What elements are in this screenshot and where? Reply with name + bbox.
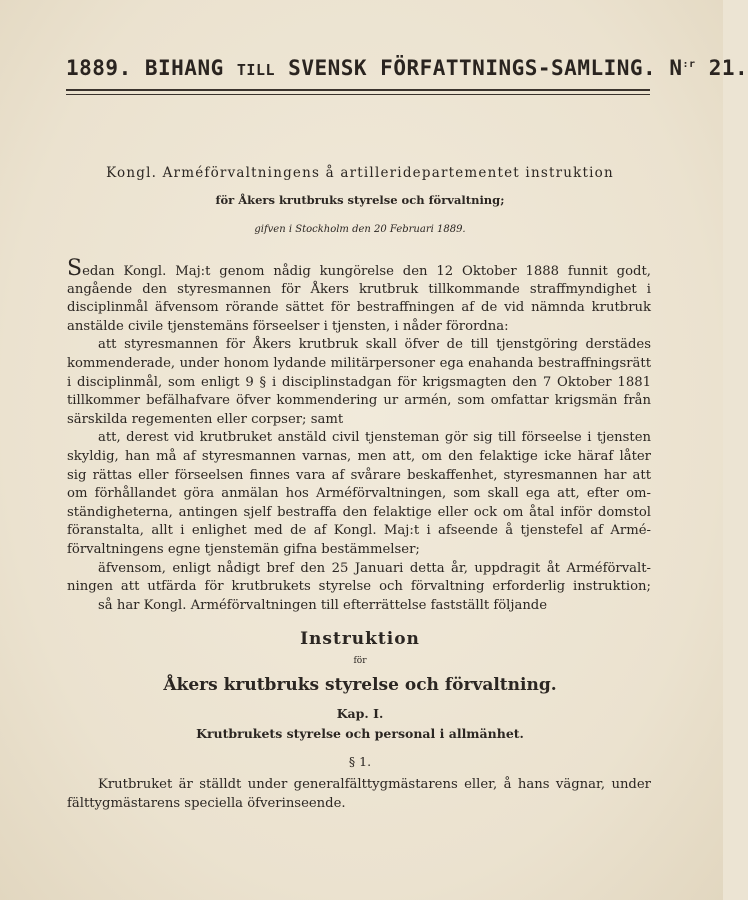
text-line: äfvensom, enligt nådigt bref den 25 Januari detta år, uppdragit åt Arméförvalt-	[98, 560, 651, 576]
text-line: angående den styresmannen för Åkers krutbruk tillkommande straffmyndighet i	[67, 281, 651, 297]
preamble-text	[67, 256, 651, 615]
text-line: fälttygmästarens speciella öfverinseende.	[67, 795, 346, 811]
header-title: SVENSK FÖRFATTNINGS-SAMLING.	[288, 56, 657, 80]
document-date-line: gifven i Stockholm den 20 Februari 1889.	[254, 224, 466, 235]
text-line: i disciplinmål, som enligt 9 § i disciplinstadgan för krigsmagten den 7 Oktober 1881	[67, 374, 651, 390]
paragraph-text	[67, 776, 651, 813]
chapter-heading: Kap. I.	[336, 706, 384, 721]
text-line: ningen att utfärda för krutbrukets styrelse och förvaltning erforderlig instruktion;	[67, 579, 651, 595]
text-line: kommenderade, under honom lydande militärpersoner ega enahanda bestraffningsrätt	[67, 355, 651, 371]
header-rule-thin	[66, 94, 650, 95]
header-year: 1889.	[66, 56, 132, 80]
section-main-heading: Åkers krutbruks styrelse och förvaltning.	[163, 675, 557, 695]
text-line: anstälde civile tjenstemäns förseelser i tjensten, i nåder förordna:	[67, 318, 509, 334]
text-line: ständigheterna, antingen sjelf bestraffa den felaktige eller ock om åtal inför domstol	[67, 504, 651, 520]
page-header	[66, 56, 748, 80]
header-till: TILL	[236, 61, 276, 79]
text-line: föranstalta, allt i enlighet med de af Kongl. Maj:t i afseende å tjenstefel af Armé-	[67, 523, 651, 539]
text-line: Sedan Kongl. Maj:t genom nådig kungörelse den 12 Oktober 1888 funnit godt,	[67, 256, 651, 281]
paragraph-number: § 1.	[348, 754, 372, 769]
drop-cap: S	[67, 256, 83, 281]
text-line: att, derest vid krutbruket anstäld civil tjensteman gör sig till förseelse i tjensten	[98, 430, 651, 446]
document-subtitle: för Åkers krutbruks styrelse och förvaltning;	[215, 193, 505, 207]
header-number: 21.	[708, 56, 748, 80]
section-for: för	[353, 656, 367, 666]
text-line: sig rättas eller förseelsen finnes vara af svårare beskaffenhet, styresmannen har att	[67, 467, 651, 483]
text-line: skyldig, han må af styresmannen varnas, men att, om den felaktige icke häraf låter	[67, 448, 651, 464]
text-line: Krutbruket är ställdt under generalfälttygmästarens eller, å hans vägnar, under	[98, 777, 651, 792]
section-title: Instruktion	[300, 629, 420, 649]
text-line: förvaltningens egne tjenstemän gifna bestämmelser;	[67, 541, 420, 557]
text-line: så har Kongl. Arméförvaltningen till efterrättelse fastställt följande	[98, 597, 548, 613]
text-line: särskilda regementen eller corpser; samt	[67, 411, 344, 427]
text-line: tillkommer befälhafvare öfver kommendering ur armén, som omfattar krigsmän från	[67, 393, 651, 409]
text-line: att styresmannen för Åkers krutbruk skall öfver de till tjenstgöring derstädes	[98, 337, 651, 353]
header-bihang: BIHANG	[144, 56, 224, 80]
header-nr: $N^{:r}$	[669, 56, 696, 80]
document-title: Kongl. Arméförvaltningens å artilleridepartementet instruktion	[106, 165, 614, 181]
chapter-subheading: Krutbrukets styrelse och personal i allmänhet.	[196, 726, 524, 741]
header-rule-thick	[66, 89, 650, 91]
text-line: om förhållandet göra anmälan hos Arméförvaltningen, som skall ega att, efter om-	[67, 486, 651, 502]
text-line: disciplinmål äfvensom rörande sättet för bestraffningen af de vid nämnda krutbruk	[67, 300, 651, 316]
